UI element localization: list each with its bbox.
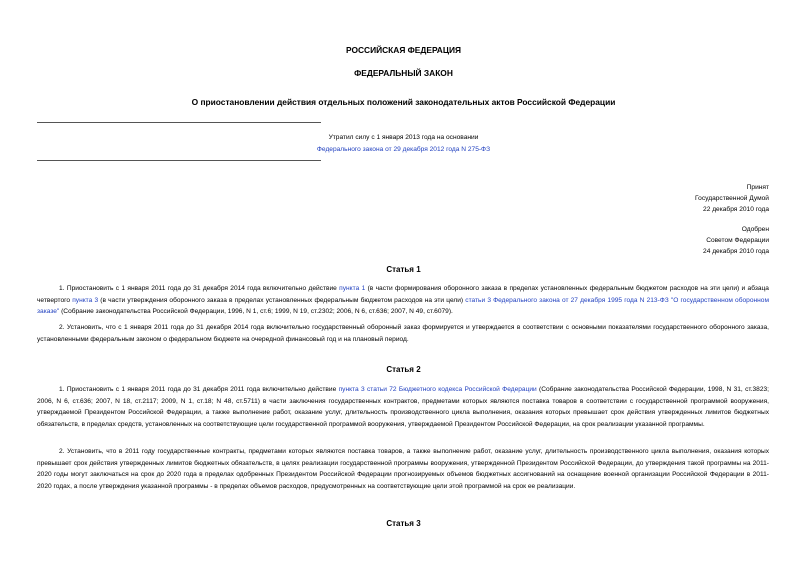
link-budget-code[interactable]: пункта 3 статьи 72 Бюджетного кодекса Российской Федерации <box>338 386 537 393</box>
approved-block <box>703 224 769 257</box>
article-1-paragraph-2: 2. Установить, что с 1 января 2011 года до 31 декабря 2014 года включительно государственный оборонный заказ формируется и утверждается в соответствии с основными показателями государственного оборонного заказа, установленными федеральным законом о федеральном бюджете на очередной финансовый год и на плановый период. <box>37 324 769 343</box>
adopted-date: 22 декабря 2010 года <box>703 206 769 213</box>
divider-bottom <box>37 160 321 161</box>
text-span: (в части утверждения оборонного заказа в пределах установленных федеральным бюджетом расходов на эти цели) <box>98 296 466 304</box>
article-2-heading: Статья 2 <box>386 365 421 374</box>
text-span: 1. Приостановить с 1 января 2011 года до 31 декабря 2014 года включительно действие <box>59 285 340 292</box>
approved-date: 24 декабря 2010 года <box>703 248 769 255</box>
repeal-law-link[interactable]: Федерального закона от 29 декабря 2012 года N 275-ФЗ <box>316 146 491 153</box>
article-2-paragraph-2: 2. Установить, что в 2011 году государственные контракты, предметами которых являются поставка товаров, а также выполнение работ, оказание услуг, длительность производственного цикла выполнения, оказания которых превышает срок действия утвержденных лимитов бюджетных обязательств, в целях реализации государственной программы вооружения, утвержденной Президентом Российской Федерации, до утверждения такой программы на 2011-2020 годы могут заключаться на срок до 2020 года в пределах одобренных Президентом Российской Федерации прогнозируемых объемов бюджетных ассигнований на оснащение военной организации Российской Федерации в 2011-2020 годах, а после утверждения указанной программы - в пределах объемов расходов, предусмотренных на соответствующие цели этой программой на срок ее реализации. <box>37 448 769 490</box>
country-heading: РОССИЙСКАЯ ФЕДЕРАЦИЯ <box>345 45 462 55</box>
law-title: О приостановлении действия отдельных положений законодательных актов Российской Федерации <box>191 97 616 107</box>
article-3-heading: Статья 3 <box>386 519 421 528</box>
article-1-heading: Статья 1 <box>386 265 421 274</box>
status-note-text: Утратил силу с 1 января 2013 года на основании <box>328 134 479 141</box>
adopted-line-1: Принят <box>746 184 769 191</box>
article-1-paragraph-1 <box>37 283 769 318</box>
adopted-block <box>695 182 769 215</box>
approved-line-1: Одобрен <box>741 226 769 233</box>
adopted-line-2: Государственной Думой <box>695 195 769 202</box>
text-span: (Собрание законодательства Российской Федерации, 1996, N 1, ст.6; 1999, N 19, ст.2302; 2006, N 6, ст.636; 2007, N 49, ст.6079). <box>59 308 453 316</box>
text-span: (в части формирования оборонного заказа в пределах установленных федеральным бюджетом расходов на эти цели) и абзаца четвертого <box>37 285 769 304</box>
link-point-3[interactable]: пункта 3 <box>72 296 99 304</box>
divider-top <box>37 122 321 123</box>
link-point-1[interactable]: пункта 1 <box>339 285 366 292</box>
approved-line-2: Советом Федерации <box>706 237 769 244</box>
doc-type-heading: ФЕДЕРАЛЬНЫЙ ЗАКОН <box>354 68 453 78</box>
article-2-paragraph-1 <box>37 384 769 430</box>
text-span: 1. Приостановить с 1 января 2011 года до 31 декабря 2011 года включительно действие <box>59 386 339 393</box>
link-defense-order-law[interactable]: статьи 3 Федерального закона от 27 декабря 1995 года N 213-ФЗ "О государственном оборонном заказе" <box>37 296 769 316</box>
text-span: (Собрание законодательства Российской Федерации, 1998, N 31, ст.3823; 2006, N 6, ст.636; 2007, N 18, ст.2117; 2009, N 1, ст.18; N 48, ст.5711) в части заключения государственных контрактов, предметами которых являются поставка товаров в соответствии с государственной программой вооружения, утверждаемой Президентом Российской Федерации, а также выполнение работ, оказание услуг, длительность производственного цикла выполнения, оказания которых превышает срок действия утвержденных лимитов бюджетных обязательств, в пределах средств, установленных на соответствующие цели государственной программой вооружения, утверждаемой Президентом Российской Федерации, на срок реализации указанной программы. <box>37 386 770 428</box>
